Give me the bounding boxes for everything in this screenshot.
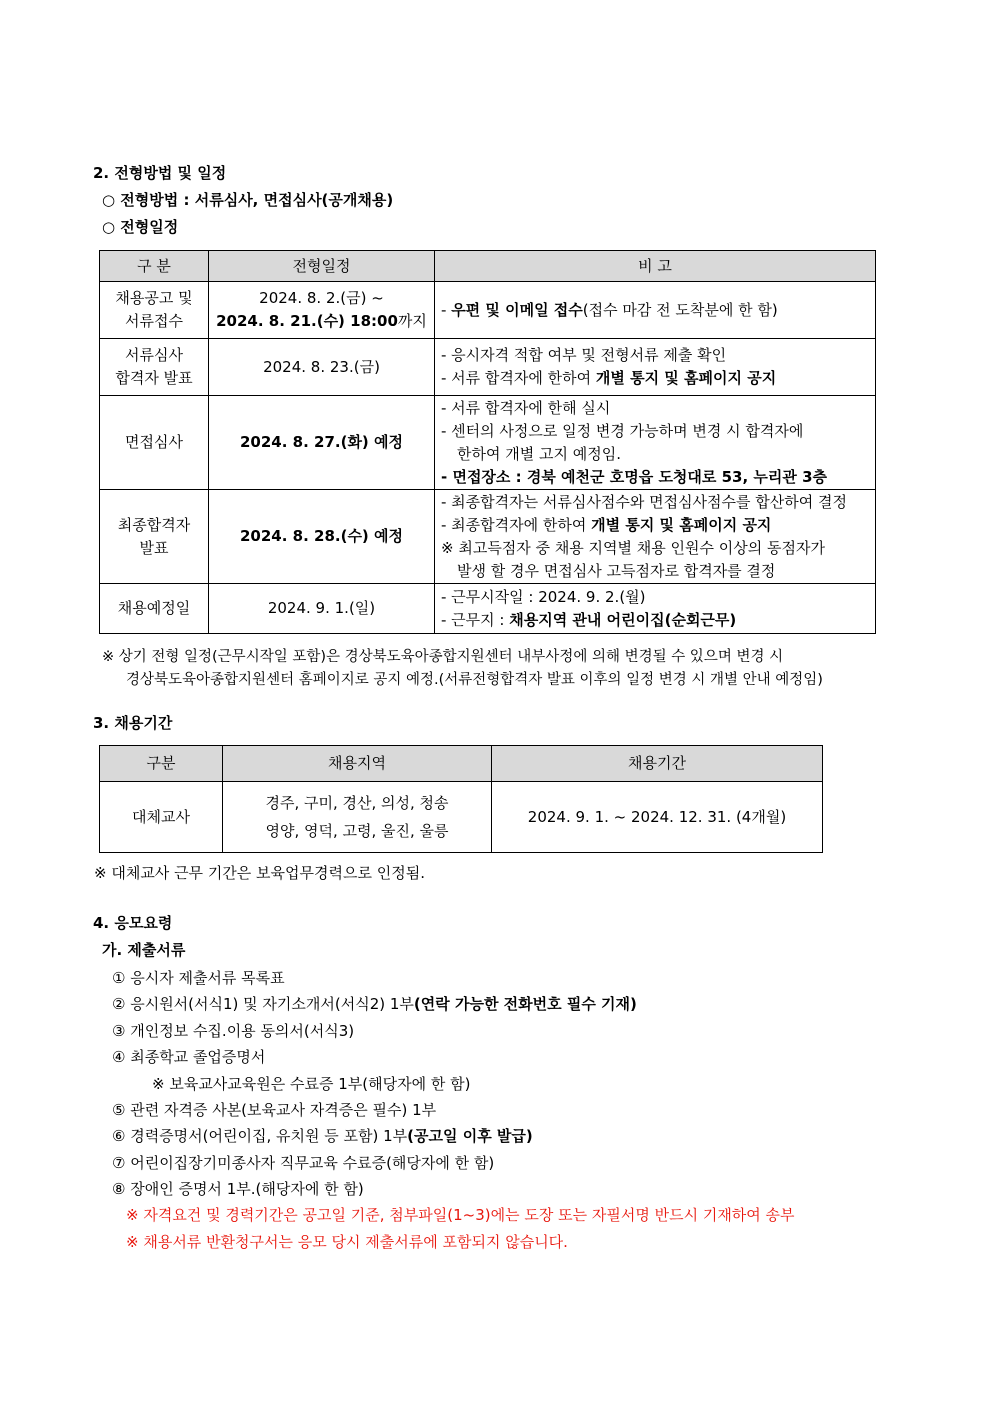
note-cell [435,339,876,396]
date-cell: 2024. 8. 28.(수) 예정 [209,490,435,584]
note-prefix: - [441,300,452,319]
note-line: - 센터의 사정으로 일정 변경 가능하며 변경 시 합격자에 [441,421,804,440]
schedule-label: ○ 전형일정 [102,218,179,236]
note-bold: 우편 및 이메일 접수 [451,300,583,319]
list-item: ⑦ 어린이집장기미종사자 직무교육 수료증(해당자에 한 함) [112,1154,495,1172]
item-bold: (공고일 이후 발급) [407,1127,533,1145]
period-footnote: ※ 대체교사 근무 기간은 보육업무경력으로 인정됨. [94,864,425,882]
category-line: 채용공고 및 [115,289,193,307]
list-item: ① 응시자 제출서류 목록표 [112,969,285,987]
section3-heading: 3. 채용기간 [93,714,173,732]
table-row [100,339,876,396]
note-line: - 근무시작일 : 2024. 9. 2.(월) [441,587,646,606]
note-line: - 최종합격자는 서류심사점수와 면접심사점수를 합산하여 결정 [441,492,847,511]
region-line: 경주, 구미, 경산, 의성, 청송 [265,794,449,812]
note-prefix: - 최종합격자에 한하여 [441,515,592,534]
schedule-footnote-1: ※ 상기 전형 일정(근무시작일 포함)은 경상북도육아종합지원센터 내부사정에 의해 변경될 수 있으며 변경 시 [102,649,784,665]
type-cell: 대체교사 [100,782,223,853]
date-bold: 2024. 8. 21.(수) 18:00 [216,312,398,330]
date-line [215,310,428,333]
category-line: 최종합격자 [117,515,191,534]
note-prefix: - 근무지 : [441,610,510,629]
date-line: 2024. 8. 2.(금) ~ [259,289,384,307]
note-cell [435,584,876,634]
section4-heading: 4. 응모요령 [93,914,173,932]
schedule-footnote-2: 경상북도육아종합지원센터 홈페이지로 공지 예정.(서류전형합격자 발표 이후의 일정 변경 시 개별 안내 예정임) [126,672,823,688]
table-row [100,584,876,634]
period-header-period: 채용기간 [492,746,823,782]
note-line: - 서류 합격자에 한해 실시 [441,398,611,417]
table-row [100,282,876,339]
item-text: ⑥ 경력증명서(어린이집, 유치원 등 포함) 1부 [112,1127,408,1145]
table-row [100,782,823,853]
date-suffix: 까지 [397,312,427,330]
note-line: 한하여 개별 고지 예정임. [457,444,621,463]
note-bold-line: - 면접장소 : 경북 예천군 호명읍 도청대로 53, 누리관 3층 [441,467,828,486]
warning-line-2: ※ 채용서류 반환청구서는 응모 당시 제출서류에 포함되지 않습니다. [126,1233,568,1251]
note-bold: 개별 통지 및 홈페이지 공지 [595,369,777,387]
table-row [100,396,876,490]
note-line [441,514,869,537]
list-item: ④ 최종학교 졸업증명서 [112,1048,266,1066]
category-line: 합격자 발표 [115,369,193,387]
note-cell [435,282,876,339]
note-line: ※ 최고득점자 중 채용 지역별 채용 인원수 이상의 동점자가 [441,538,825,557]
note-cell [435,396,876,490]
period-header-region: 채용지역 [223,746,492,782]
section2-heading: 2. 전형방법 및 일정 [93,164,227,182]
note-line: - 응시자격 적합 여부 및 전형서류 제출 확인 [441,346,727,364]
period-cell: 2024. 9. 1. ~ 2024. 12. 31. (4개월) [492,782,823,853]
note-prefix: - 서류 합격자에 한하여 [441,369,596,387]
schedule-header-category: 구 분 [100,251,209,282]
list-item-note: ※ 보육교사교육원은 수료증 1부(해당자에 한 함) [152,1075,471,1093]
list-item: ③ 개인정보 수집.이용 동의서(서식3) [112,1022,355,1040]
schedule-table [99,250,876,634]
category-cell [100,282,209,339]
note-cell [435,490,876,584]
date-cell: 2024. 8. 27.(화) 예정 [209,396,435,490]
region-cell [223,782,492,853]
item-bold: (연락 가능한 전화번호 필수 기재) [413,995,637,1013]
category-line: 발표 [139,538,169,557]
date-cell: 2024. 8. 23.(금) [209,339,435,396]
method-value: 서류심사, 면접심사(공개채용) [194,191,394,209]
note-line [441,367,869,390]
category-line: 서류접수 [125,312,183,330]
method-prefix: ○ 전형방법 : [102,191,195,209]
list-item [112,993,637,1014]
method-line [102,189,393,210]
schedule-header-date: 전형일정 [209,251,435,282]
note-line [441,609,869,632]
category-cell [100,490,209,584]
period-table [99,745,823,853]
list-item: ⑤ 관련 자격증 사본(보육교사 자격증은 필수) 1부 [112,1101,437,1119]
note-rest: (접수 마감 전 도착분에 한 함) [582,300,778,319]
category-cell: 면접심사 [100,396,209,490]
date-cell [209,282,435,339]
region-line: 영양, 영덕, 고령, 울진, 울릉 [265,822,449,840]
period-header-type: 구분 [100,746,223,782]
category-cell: 채용예정일 [100,584,209,634]
warning-line-1: ※ 자격요건 및 경력기간은 공고일 기준, 첨부파일(1~3)에는 도장 또는 자필서명 반드시 기재하여 송부 [126,1206,795,1224]
documents-subheading: 가. 제출서류 [102,941,186,959]
item-text: ② 응시원서(서식1) 및 자기소개서(서식2) 1부 [112,995,414,1013]
category-cell [100,339,209,396]
list-item [112,1125,533,1146]
category-line: 서류심사 [125,346,183,364]
note-bold: 개별 통지 및 홈페이지 공지 [591,515,772,534]
schedule-header-note: 비 고 [435,251,876,282]
list-item: ⑧ 장애인 증명서 1부.(해당자에 한 함) [112,1180,364,1198]
date-cell: 2024. 9. 1.(일) [209,584,435,634]
table-row [100,490,876,584]
note-bold: 채용지역 관내 어린이집(순회근무) [509,610,737,629]
note-line: 발생 할 경우 면접심사 고득점자로 합격자를 결정 [457,561,776,580]
